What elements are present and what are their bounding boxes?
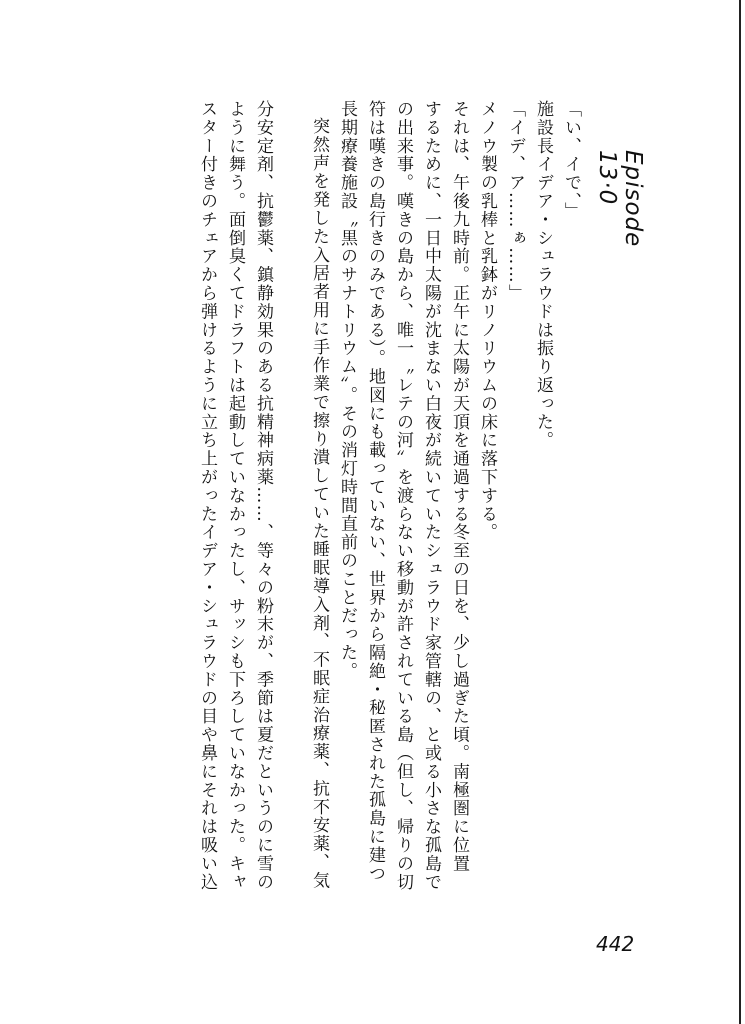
text-line-4: メノウ製の乳棒と乳鉢がリノリウムの床に落下する。 (477, 100, 497, 542)
text-line-8: 符は嘆きの島行きのみである）。地図にも載っていない、世界から隔絶・秘匿された孤島に建つ (365, 100, 385, 883)
text-line-12: ように舞う。面倒臭くてドラフトは起動していなかったし、サッシも下ろしていなかった。キャ (225, 100, 245, 892)
episode-title: Episode 13·0 (594, 150, 646, 248)
text-line-1: 「い、イで、」 (561, 100, 581, 221)
text-line-6: するために、一日中太陽が沈まない白夜が続いていたシュラウド家管轄の、と或る小さな孤島で (421, 100, 441, 892)
page-edge (739, 0, 741, 1024)
text-line-5: それは、午後九時前。正午に太陽が天頂を通過する冬至の日を、少し過ぎた頃。南極圏に位置 (449, 100, 469, 873)
text-line-10: 突然声を発した入居者用に手作業で擦り潰していた睡眠導入剤、不眠症治療薬、抗不安薬、気 (309, 117, 329, 890)
text-line-3: 「イデ、ア……ぁ……」 (505, 100, 525, 303)
body-text (185, 100, 585, 900)
text-line-11: 分安定剤、抗鬱薬、鎮静効果のある抗精神病薬……、等々の粉末が、季節は夏だというのに雪の (253, 100, 273, 892)
text-line-2: 施設長イデア・シュラウドは振り返った。 (533, 100, 553, 450)
text-line-13: スター付きのチェアから弾けるように立ち上がったイデア・シュラウドの目や鼻にそれは吸い込 (197, 100, 217, 892)
page-number: 442 (596, 932, 635, 956)
text-line-7: の出来事。嘆きの島から、唯一〝レテの河〟を渡らない移動が許されている島（但し、帰りの切 (393, 100, 413, 892)
text-line-9: 長期療養施設〝黒のサナトリウム〟。その消灯時間直前のことだった。 (337, 100, 357, 681)
